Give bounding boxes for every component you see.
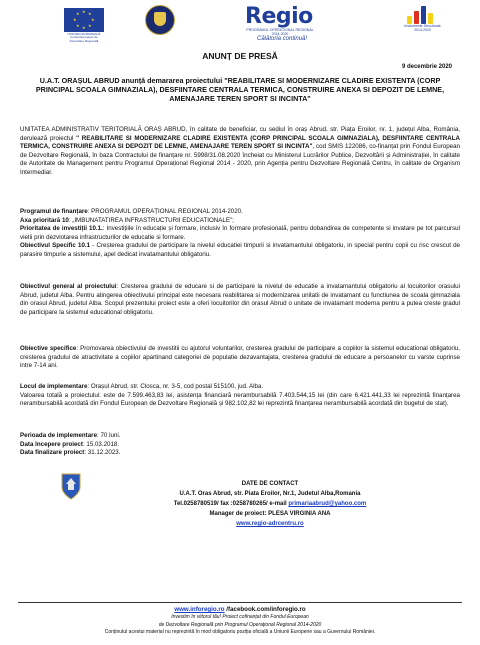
contact-heading: DATE DE CONTACT	[241, 481, 299, 487]
period-line: Perioada de implementare: 70 luni.	[20, 432, 121, 439]
eu-caption: UNIUNEA EUROPEANĂ Fondul European de Dezvoltare Regională	[67, 32, 101, 43]
footer-disclaimer: Conținutul acestui material nu reprezintă în mod obligatoriu poziția oficială a Uniunii Europene sau a Guvernului României.	[104, 629, 376, 636]
specific-objective-line: Obiectivul Specific 10.1 - Creșterea gradului de participare la nivelul educatiei timpurii si invatamantului obligatoriu, in special pentru copii cu risc crescut de parasire timpurie a sistemului, apel dedicat invatamantului obligatoriu.	[20, 242, 460, 258]
regio-tagline: Călătoria continuă!	[257, 36, 308, 42]
contact-email-link[interactable]: primariaabrud@yahoo.com	[288, 501, 367, 507]
project-manager: Manager de proiect: PLESA VIRGINIA ANA	[209, 511, 331, 517]
footer	[0, 606, 480, 636]
beneficiary-paragraph: UNITATEA ADMINISTRATIV TERITORIALĂ ORAȘ ABRUD, în calitate de beneficiar, cu sediul în oraș Abrud, str. Piața Eroilor, nr. 1, județul Alba, România, derulează proiectul " REABILITARE SI MODERNIZARE CLADIRE EXISTENTA (CORP PRINCIPAL SCOALA GIMNAZIALA), DESFIINTARE CENTRALA TERMICA, CONSTRUIRE ANEXA SI DEPOZIT DE LEMNE, AMENAJARE TEREN SPORT SI INCINTA", cod SMIS 122086, co-finanțat prin Fondul European de Dezvoltare Regională, în baza Contractului de finanțare nr. 5998/31.08.2020 încheiat cu Ministerul Lucrărilor Publice, Dezvoltării și Administrației, în calitate de Autoritate de Management pentru Programul Operațional Regional 2014 - 2020, prin Agenția pentru Dezvoltare Regională Centru, în calitate de Organism Intermediar.	[20, 126, 460, 176]
end-date-line: Data finalizare proiect: 31.12.2023.	[20, 449, 121, 457]
footer-slogan-2: de Dezvoltare Regională prin Programul Operațional Regional 2014-2020	[158, 621, 322, 628]
is-caption: Instrumente Structurale 2014-2020	[404, 24, 441, 32]
location-and-value	[20, 383, 460, 409]
instrumente-structurale-logo	[395, 6, 450, 42]
value-line: Valoarea totală a proiectului: este de 7.599.463,83 lei, asistența financiară nerambursabilă 7.403.544,15 lei (din care 6.421.441,33 lei reprezintă finanțarea nerambursabilă acordată din Fondul European de Dezvoltare Regională și 982.102,82 lei reprezintă finanțarea nerambursabilă acordată din bugetul de stat).	[20, 391, 460, 408]
contact-address: U.A.T. Oras Abrud, str. Piata Eroilor, Nr.1, Judetul Alba,Romania	[179, 491, 361, 497]
footer-divider	[18, 602, 462, 603]
intro-heading: U.A.T. ORAȘUL ABRUD anunță demararea proiectului "REABILITARE SI MODERNIZARE CLADIRE EXISTENTA (CORP PRINCIPAL SCOALA GIMNAZIALA), DESFIINTARE CENTRALA TERMICA, CONSTRUIRE ANEXA SI DEPOZIT DE LEMNE, AMENAJARE TEREN SPORT SI INCINTA"	[35, 76, 445, 103]
location-line: Locul de implementare: Orașul Abrud, str. Closca, nr. 3-5, cod postal 515100, jud. Alba.	[20, 383, 264, 390]
footer-slogan-1: Investim în viitorul tău! Proiect cofinanțat din Fondul European	[171, 614, 309, 621]
period-details	[20, 432, 460, 458]
government-crest-logo	[145, 5, 175, 35]
specific-objectives: Obiective specifice: Promovarea obiectivului de investitii cu ajutorul voluntarilor, cresterea gradului de participare a copiilor la sistemul educational obligatoriu, cresterea gradului de atractivitate a copiilor apartinand categoriei de populatie dezavantajata, cresterea gradului de educare a persoanelor cu varste cuprinse intre 7-14 ani.	[20, 345, 460, 370]
contact-section	[100, 479, 440, 529]
structural-instruments-icon	[407, 6, 433, 24]
abrud-coat-of-arms-icon	[60, 472, 82, 500]
start-date-line: Data începere proiect: 15.03.2018.	[20, 440, 120, 448]
regio-wordmark: Regio	[245, 4, 313, 29]
regio-program: PROGRAMUL OPERAȚIONAL REGIONAL 2014-2020	[246, 28, 314, 36]
program-details	[20, 208, 460, 260]
page-title: ANUNȚ DE PRESĂ	[202, 51, 278, 61]
contact-phone-line: Tel.0258780519/ fax :0258780265/ e-mail primariaabrud@yahoo.com	[173, 501, 367, 507]
eu-flag-logo	[58, 8, 110, 41]
release-date: 9 decembrie 2020	[401, 64, 452, 70]
program-line: Programul de finanțare: PROGRAMUL OPERAȚIONAL REGIONAL 2014-2020.	[20, 208, 243, 215]
logo-bar	[0, 0, 480, 44]
regio-adrcentru-link[interactable]: www.regio-adrcentru.ro	[236, 521, 304, 527]
regio-logo	[245, 6, 355, 40]
axis-line: Axa prioritară 10: „IMBUNATATIREA INFRASTRUCTURII EDUCATIONALE";	[20, 216, 234, 224]
general-objective: Obiectivul general al proiectului: Cresterea gradului de educare si de participare la nivelul de educatie a invatamantului obligatoriu al locuitorilor orasului Abrud, judetul Alba. Pentru atingerea obiectivului principal este necesara reabilitarea si modernizarea unitatii de invatamant cu functiunea de scoala gimnaziala din orasul Abrud, judetul Alba. Scopul prezentului proiect este a oferi locuitorilor din orasul Abrud o unitate de invatamant moderna pentru a putea creste gradul de participare la sistemul educational obligatoriu.	[20, 283, 460, 316]
inforegio-link[interactable]: www.inforegio.ro	[174, 606, 225, 613]
investment-priority-line: Prioritatea de investiții 10.1.: Investițiile în educație și formare, inclusiv în formare profesională, pentru dobandirea de competente si invatare pe tot parcursul vietii prin dezvlotarea infrastructurilor de educatie si formare.	[20, 225, 460, 241]
footer-web-line: www.inforegio.ro /facebook.com/inforegio.ro	[174, 606, 306, 613]
eu-flag-icon: ★ ★ ★ ★ ★ ★ ★ ★	[64, 8, 104, 32]
